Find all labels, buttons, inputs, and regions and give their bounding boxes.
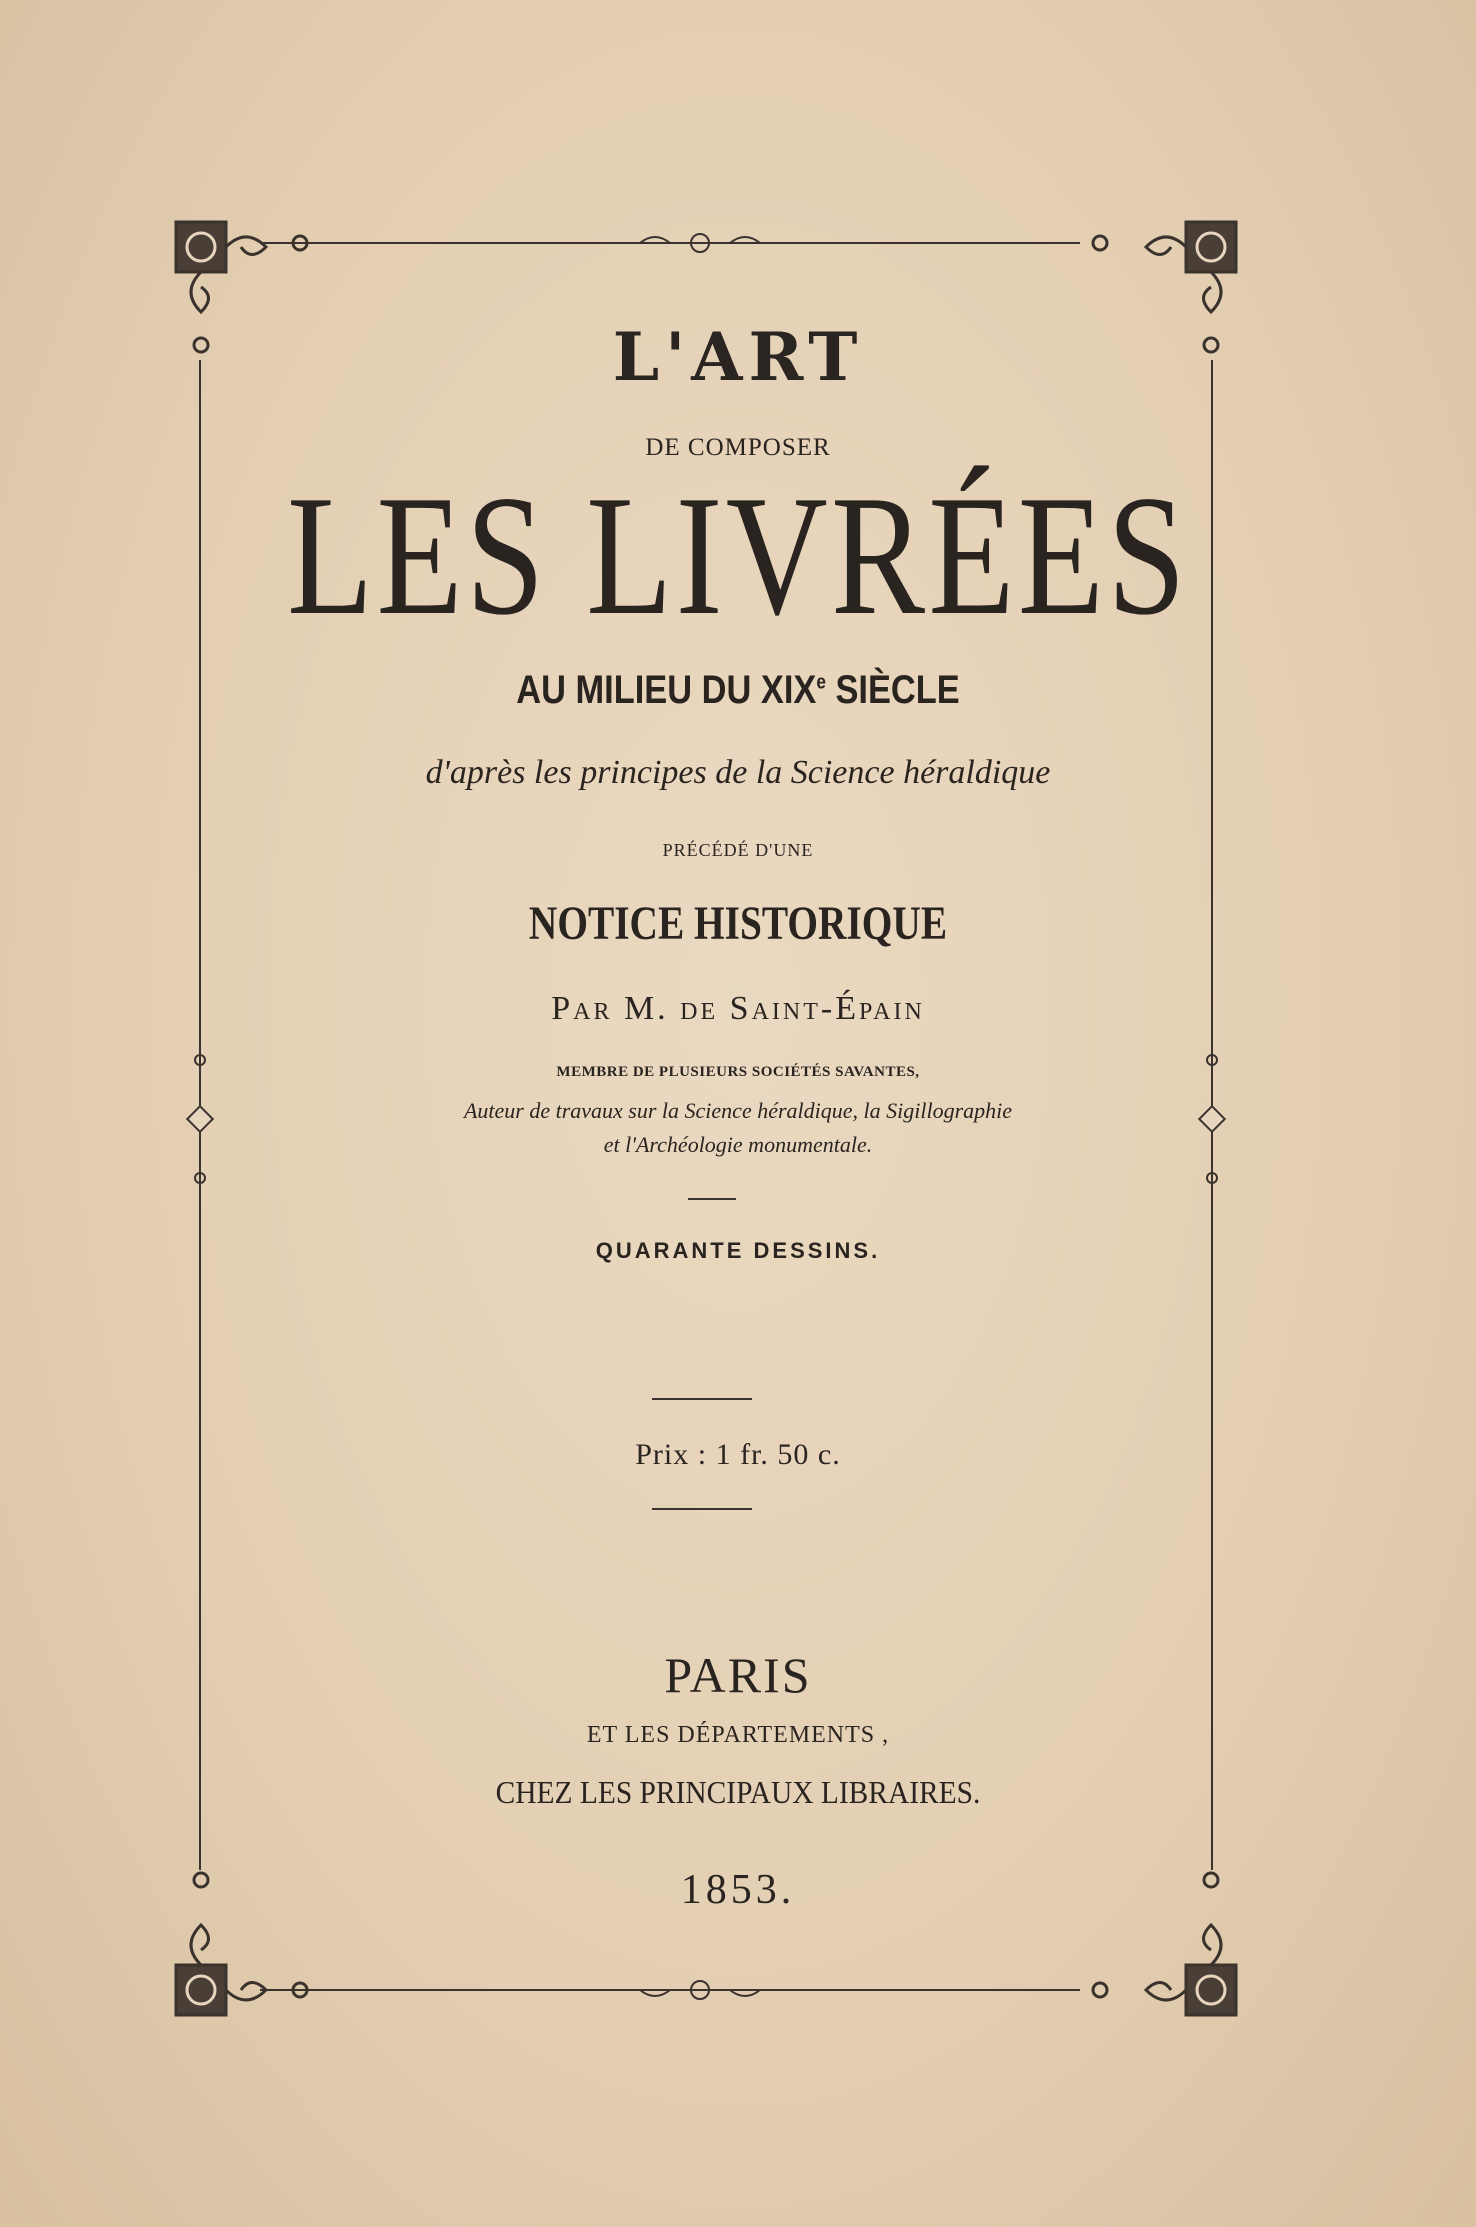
title-de-composer: DE COMPOSER [645,434,831,461]
divider-rule [652,1398,752,1400]
notice-heading: NOTICE HISTORIQUE [528,897,948,950]
imprint-city: PARIS [664,1647,812,1703]
title-main: LES LIVRÉES [287,461,1189,651]
illustrations-count: QUARANTE DESSINS. [595,1238,881,1263]
author-name: Par M. de Saint-Épain [551,990,925,1027]
divider-rule [652,1508,752,1510]
price-text: Prix : 1 fr. 50 c. [635,1438,841,1471]
subtitle-principes: d'après les principes de la Science héraldique [425,754,1051,791]
precede-text: PRÉCÉDÉ D'UNE [662,840,814,860]
author-works-line-1: Auteur de travaux sur la Science héraldique, la Sigillographie [463,1098,1013,1123]
publication-year: 1853. [680,1867,796,1913]
imprint-line-1: ET LES DÉPARTEMENTS , [586,1722,890,1748]
author-works-line-2: et l'Archéologie monumentale. [603,1132,873,1157]
subtitle-milieu: AU MILIEU DU XIXe SIÈCLE [516,668,960,712]
title-art: L'ART [612,318,864,396]
imprint-line-2: CHEZ LES PRINCIPAUX LIBRAIRES. [495,1774,981,1810]
author-role: MEMBRE DE PLUSIEURS SOCIÉTÉS SAVANTES, [556,1064,920,1080]
divider-rule [688,1198,736,1200]
